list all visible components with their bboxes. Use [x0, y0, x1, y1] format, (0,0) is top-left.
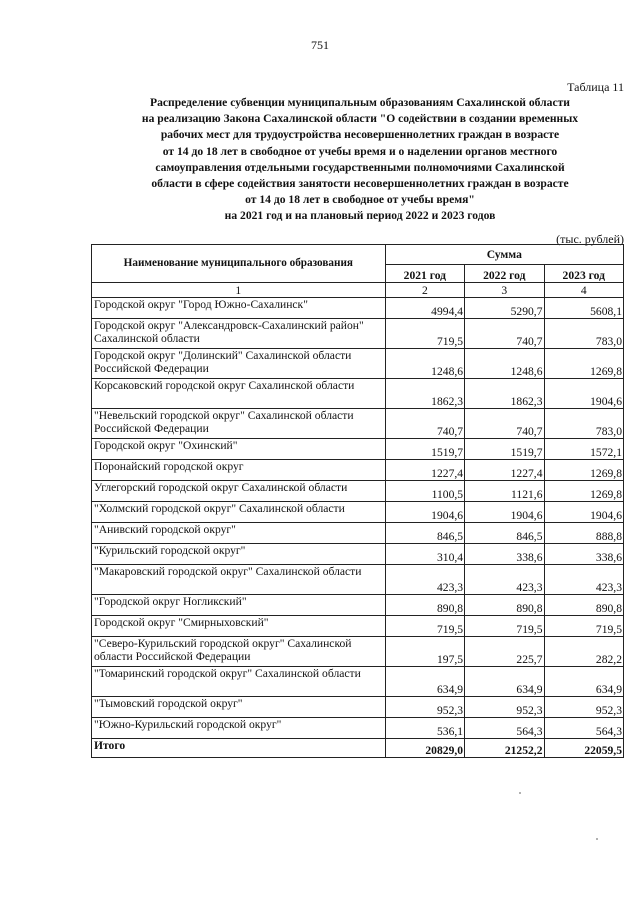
- value-2022: 225,7: [465, 637, 544, 667]
- value-2022: 952,3: [465, 697, 544, 718]
- value-2023: 952,3: [544, 697, 624, 718]
- value-2021: 846,5: [385, 523, 464, 544]
- value-2022: 1519,7: [465, 439, 544, 460]
- value-2022: 634,9: [465, 667, 544, 697]
- table-row: [92, 565, 624, 595]
- municipality-name: "Городской округ Ногликский": [92, 595, 386, 616]
- units-label: (тыс. рублей): [556, 232, 624, 246]
- value-2023: 783,0: [544, 409, 624, 439]
- municipality-name: "Анивский городской округ": [92, 523, 386, 544]
- municipality-name: Углегорский городской округ Сахалинской области: [92, 481, 386, 502]
- table-body: [92, 298, 624, 739]
- table-row: [92, 523, 624, 544]
- value-2021: 1100,5: [385, 481, 464, 502]
- value-2022: 740,7: [465, 319, 544, 349]
- municipality-name: "Тымовский городской округ": [92, 697, 386, 718]
- scan-speck: [596, 838, 598, 840]
- value-2022: 719,5: [465, 616, 544, 637]
- table-row: [92, 697, 624, 718]
- table-row: [92, 409, 624, 439]
- total-2023: 22059,5: [544, 739, 624, 758]
- table-row: [92, 481, 624, 502]
- value-2021: 952,3: [385, 697, 464, 718]
- table-row: [92, 502, 624, 523]
- municipality-name: "Холмский городской округ" Сахалинской области: [92, 502, 386, 523]
- value-2021: 719,5: [385, 616, 464, 637]
- value-2022: 5290,7: [465, 298, 544, 319]
- value-2021: 1862,3: [385, 379, 464, 409]
- value-2021: 423,3: [385, 565, 464, 595]
- header-municipality: Наименование муниципального образования: [92, 245, 386, 283]
- value-2023: 1904,6: [544, 502, 624, 523]
- table-row: [92, 439, 624, 460]
- title-line: на реализацию Закона Сахалинской области "О содействии в создании временных: [141, 112, 579, 126]
- column-index: 3: [465, 283, 544, 298]
- value-2021: 740,7: [385, 409, 464, 439]
- title-line: рабочих мест для трудоустройства несовершеннолетних граждан в возрасте: [160, 128, 560, 142]
- table-row: [92, 298, 624, 319]
- value-2021: 1248,6: [385, 349, 464, 379]
- table-row: [92, 616, 624, 637]
- value-2021: 197,5: [385, 637, 464, 667]
- municipality-name: Городской округ "Долинский" Сахалинской области Российской Федерации: [92, 349, 386, 379]
- table-row: [92, 667, 624, 697]
- municipality-name: "Макаровский городской округ" Сахалинской области: [92, 565, 386, 595]
- value-2022: 564,3: [465, 718, 544, 739]
- value-2022: 1227,4: [465, 460, 544, 481]
- value-2023: 338,6: [544, 544, 624, 565]
- column-index: 4: [544, 283, 624, 298]
- table-row: [92, 460, 624, 481]
- value-2022: 338,6: [465, 544, 544, 565]
- municipality-name: Городской округ "Город Южно-Сахалинск": [92, 298, 386, 319]
- value-2022: 846,5: [465, 523, 544, 544]
- value-2023: 1269,8: [544, 481, 624, 502]
- value-2023: 1904,6: [544, 379, 624, 409]
- value-2022: 1121,6: [465, 481, 544, 502]
- total-2021: 20829,0: [385, 739, 464, 758]
- page-number: 751: [311, 38, 329, 52]
- value-2021: 1227,4: [385, 460, 464, 481]
- municipality-name: "Курильский городской округ": [92, 544, 386, 565]
- scan-speck: [519, 792, 521, 794]
- title-line: от 14 до 18 лет в свободное от учебы время": [245, 193, 475, 207]
- value-2023: 888,8: [544, 523, 624, 544]
- title-line: самоуправления отдельными государственными полномочиями Сахалинской: [155, 160, 565, 174]
- value-2021: 4994,4: [385, 298, 464, 319]
- title-line: области в сфере содействия занятости несовершеннолетних граждан в возрасте: [151, 177, 569, 191]
- header-year-2021: 2021 год: [385, 265, 464, 283]
- title-line: на 2021 год и на плановый период 2022 и 2023 годов: [224, 209, 496, 223]
- value-2023: 719,5: [544, 616, 624, 637]
- table-row: [92, 637, 624, 667]
- column-index: 2: [385, 283, 464, 298]
- value-2022: 890,8: [465, 595, 544, 616]
- table-row: [92, 595, 624, 616]
- value-2021: 1904,6: [385, 502, 464, 523]
- value-2023: 564,3: [544, 718, 624, 739]
- value-2023: 282,2: [544, 637, 624, 667]
- value-2022: 423,3: [465, 565, 544, 595]
- value-2021: 719,5: [385, 319, 464, 349]
- value-2021: 536,1: [385, 718, 464, 739]
- value-2023: 5608,1: [544, 298, 624, 319]
- value-2022: 1248,6: [465, 349, 544, 379]
- total-row: [92, 739, 624, 758]
- header-year-2022: 2022 год: [465, 265, 544, 283]
- value-2023: 634,9: [544, 667, 624, 697]
- table-label: Таблица 11: [567, 80, 624, 94]
- value-2023: 783,0: [544, 319, 624, 349]
- municipality-name: "Южно-Курильский городской округ": [92, 718, 386, 739]
- municipality-name: Городской округ "Охинский": [92, 439, 386, 460]
- value-2023: 1269,8: [544, 349, 624, 379]
- municipality-name: Корсаковский городской округ Сахалинской области: [92, 379, 386, 409]
- value-2023: 1269,8: [544, 460, 624, 481]
- value-2021: 634,9: [385, 667, 464, 697]
- table-row: [92, 349, 624, 379]
- table-row: [92, 718, 624, 739]
- value-2021: 890,8: [385, 595, 464, 616]
- header-sum: Сумма: [385, 245, 623, 265]
- municipality-name: "Томаринский городской округ" Сахалинской области: [92, 667, 386, 697]
- municipality-name: "Северо-Курильский городской округ" Сахалинской области Российской Федерации: [92, 637, 386, 667]
- title-line: от 14 до 18 лет в свободное от учебы время и о наделении органов местного: [162, 144, 558, 158]
- total-label: Итого: [92, 739, 386, 758]
- subvention-table: [91, 244, 624, 758]
- municipality-name: Городской округ "Смирныховский": [92, 616, 386, 637]
- municipality-name: Городской округ "Александровск-Сахалинский район" Сахалинской области: [92, 319, 386, 349]
- value-2022: 740,7: [465, 409, 544, 439]
- total-2022: 21252,2: [465, 739, 544, 758]
- value-2023: 423,3: [544, 565, 624, 595]
- table-row: [92, 379, 624, 409]
- value-2023: 890,8: [544, 595, 624, 616]
- table-row: [92, 319, 624, 349]
- value-2021: 310,4: [385, 544, 464, 565]
- value-2023: 1572,1: [544, 439, 624, 460]
- document-title: [95, 95, 625, 225]
- municipality-name: Поронайский городской округ: [92, 460, 386, 481]
- title-line: Распределение субвенции муниципальным образованиям Сахалинской области: [149, 96, 570, 109]
- column-index: 1: [92, 283, 386, 298]
- municipality-name: "Невельский городской округ" Сахалинской области Российской Федерации: [92, 409, 386, 439]
- value-2022: 1862,3: [465, 379, 544, 409]
- value-2021: 1519,7: [385, 439, 464, 460]
- header-year-2023: 2023 год: [544, 265, 624, 283]
- table-row: [92, 544, 624, 565]
- value-2022: 1904,6: [465, 502, 544, 523]
